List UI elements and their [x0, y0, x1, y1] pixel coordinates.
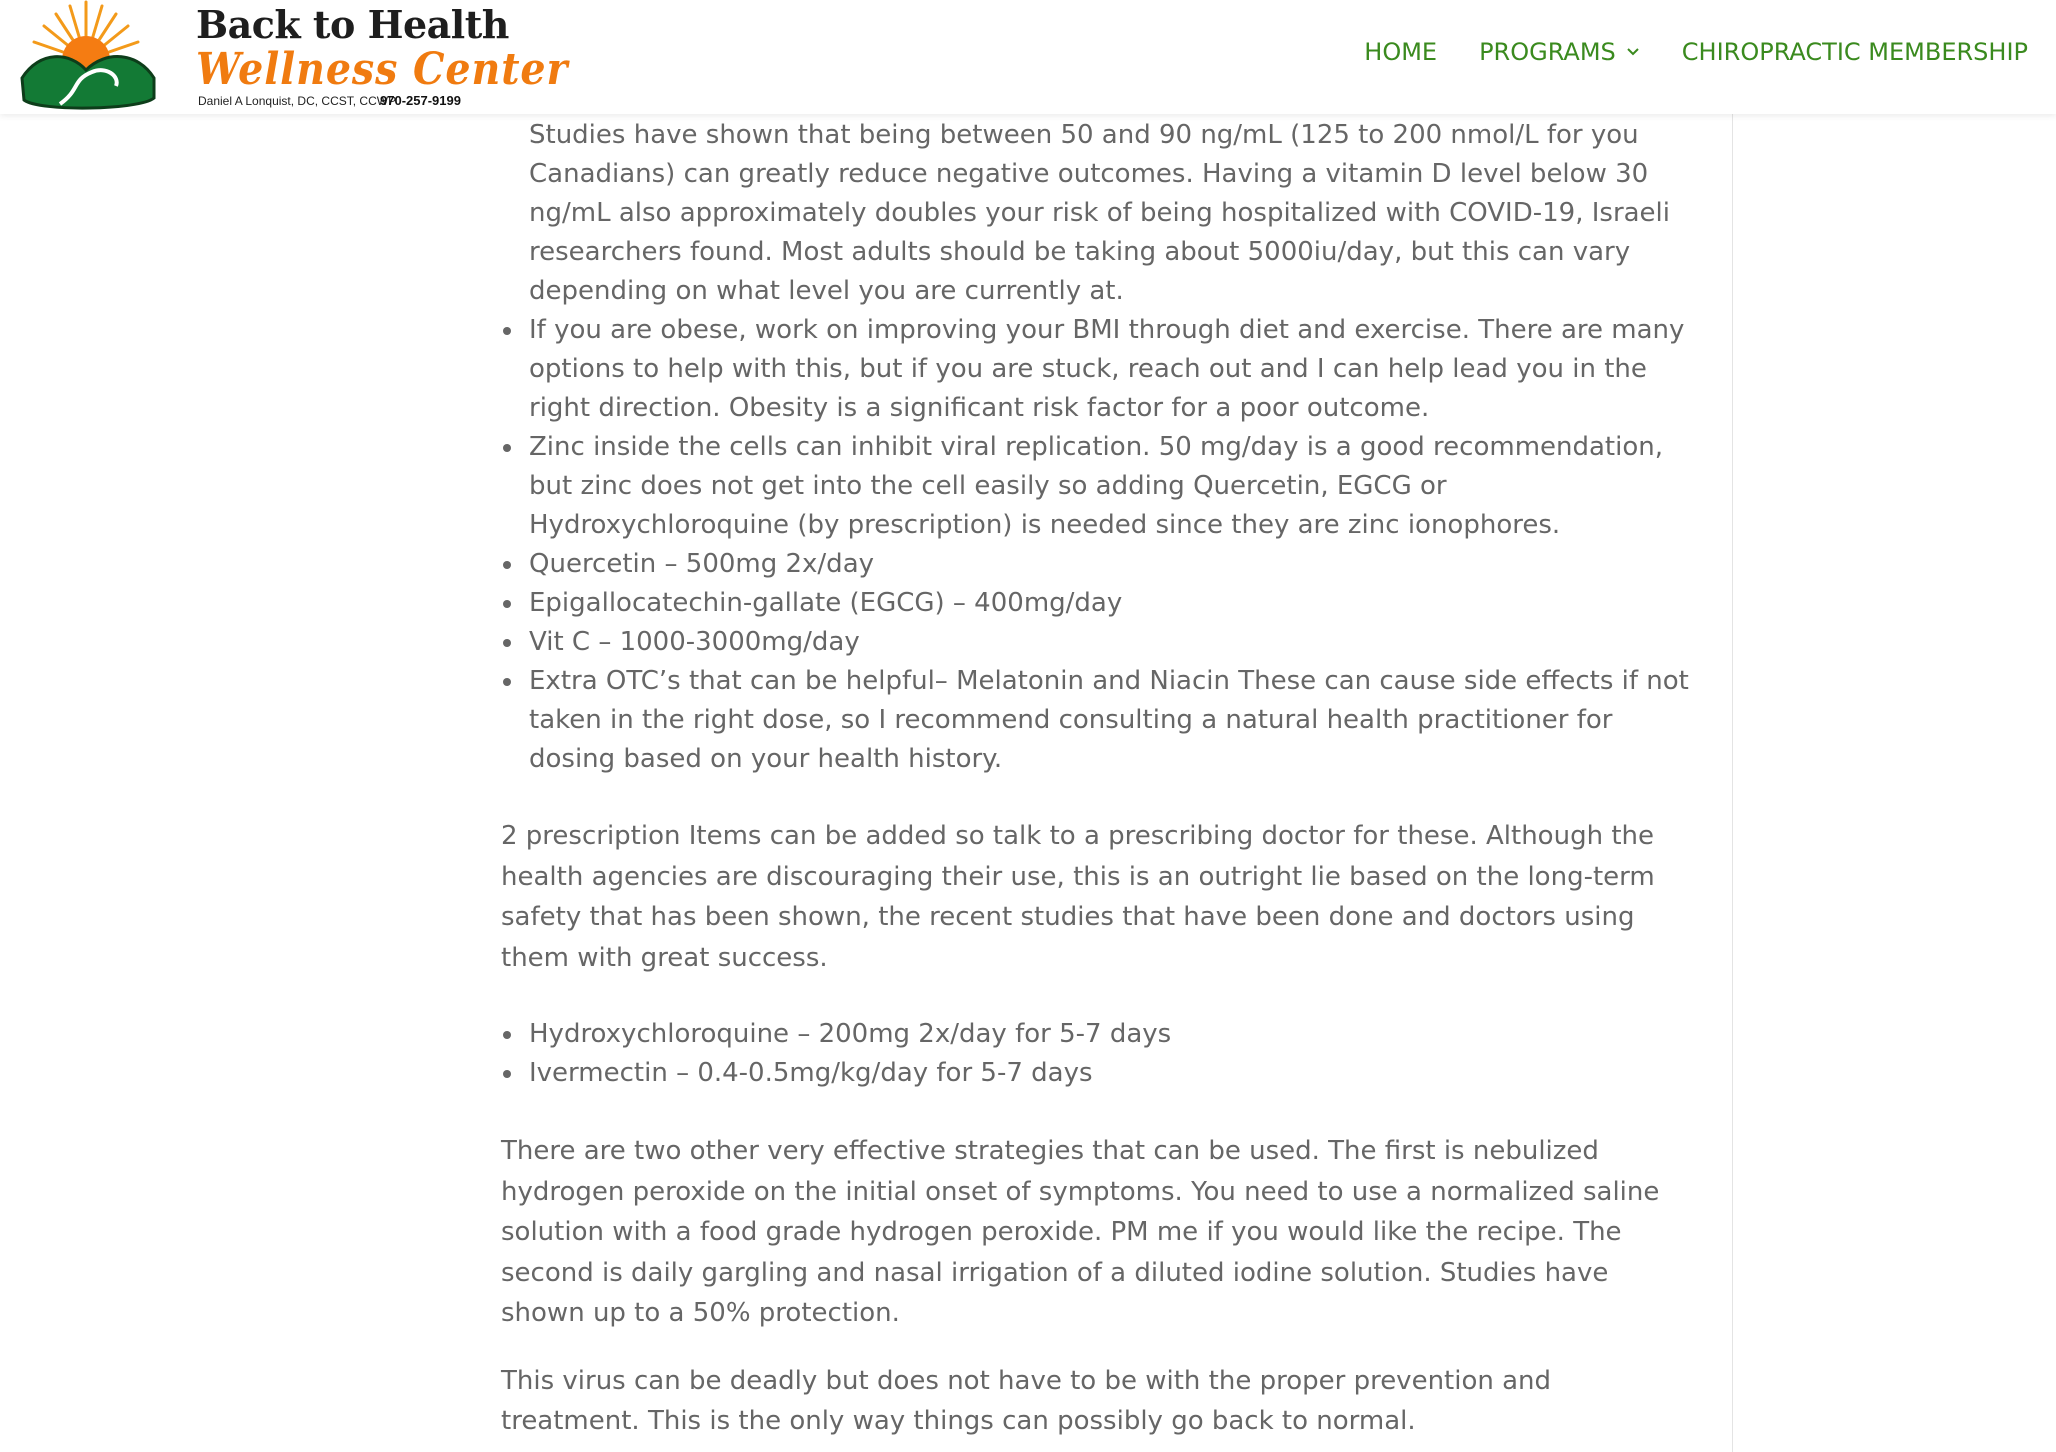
nav-home[interactable]	[1364, 38, 1437, 66]
logo-phone: 970-257-9199	[380, 93, 461, 108]
article-body	[501, 116, 1691, 1442]
list-item: Zinc inside the cells can inhibit viral replication. 50 mg/day is a good recommendation, but zinc does not get into the cell easily so adding Quercetin, EGCG or Hydroxychloroquine (by prescription) is needed since they are zinc ionophores.	[529, 428, 1691, 545]
prescription-list	[501, 1015, 1691, 1093]
list-item: Extra OTC’s that can be helpful– Melatonin and Niacin These can cause side effects if not taken in the right dose, so I recommend consulting a natural health practitioner for dosing based on your health history.	[529, 662, 1691, 779]
nav-membership-label: CHIROPRACTIC MEMBERSHIP	[1681, 38, 2028, 66]
logo-title: Back to Health	[196, 2, 509, 47]
sidebar-divider	[1732, 114, 1733, 1452]
list-item: Epigallocatechin-gallate (EGCG) – 400mg/day	[529, 584, 1691, 623]
list-item: Ivermectin – 0.4-0.5mg/kg/day for 5-7 days	[529, 1054, 1691, 1093]
list-item: Quercetin – 500mg 2x/day	[529, 545, 1691, 584]
main-nav	[1322, 38, 2028, 66]
logo-subtitle: Wellness Center	[196, 44, 569, 95]
list-item: Hydroxychloroquine – 200mg 2x/day for 5-7 days	[529, 1015, 1691, 1054]
article-paragraph: This virus can be deadly but does not have to be with the proper prevention and treatment. This is the only way things can possibly go back to normal.	[501, 1365, 1552, 1436]
supplement-list	[501, 116, 1691, 779]
list-item: Studies have shown that being between 50 and 90 ng/mL (125 to 200 nmol/L for you Canadians) can greatly reduce negative outcomes. Having a vitamin D level below 30 ng/mL also approximately doubles your risk of being hospitalized with COVID-19, Israeli researchers found. Most adults should be taking about 5000iu/day, but this can vary depending on what level you are currently at.	[529, 120, 1671, 306]
site-logo[interactable]	[20, 0, 569, 112]
article-paragraph: 2 prescription Items can be added so talk to a prescribing doctor for these. Although the health agencies are discouraging their use, this is an outright lie based on the long-term safety that has been shown, the recent studies that have been done and doctors using them with great success.	[501, 821, 1655, 973]
nav-chiropractic-membership[interactable]	[1682, 38, 2028, 66]
chevron-down-icon	[1626, 45, 1640, 59]
site-header	[0, 0, 2056, 114]
list-item: If you are obese, work on improving your BMI through diet and exercise. There are many options to help with this, but if you are stuck, reach out and I can help lead you in the right direction. Obesity is a significant risk factor for a poor outcome.	[529, 311, 1691, 428]
list-item: Vit C – 1000-3000mg/day	[529, 623, 1691, 662]
nav-programs-label: PROGRAMS	[1479, 38, 1616, 66]
nav-home-label: HOME	[1364, 38, 1438, 66]
article-paragraph: There are two other very effective strategies that can be used. The first is nebulized hydrogen peroxide on the initial onset of symptoms. You need to use a normalized saline solution with a food grade hydrogen peroxide. PM me if you would like the recipe. The second is daily gargling and nasal irrigation of a diluted iodine solution. Studies have shown up to a 50% protection.	[501, 1136, 1660, 1328]
sun-hills-logo-icon	[20, 0, 180, 112]
nav-programs[interactable]	[1479, 38, 1640, 66]
logo-credit: Daniel A Lonquist, DC, CCST, CCWP	[198, 94, 397, 108]
